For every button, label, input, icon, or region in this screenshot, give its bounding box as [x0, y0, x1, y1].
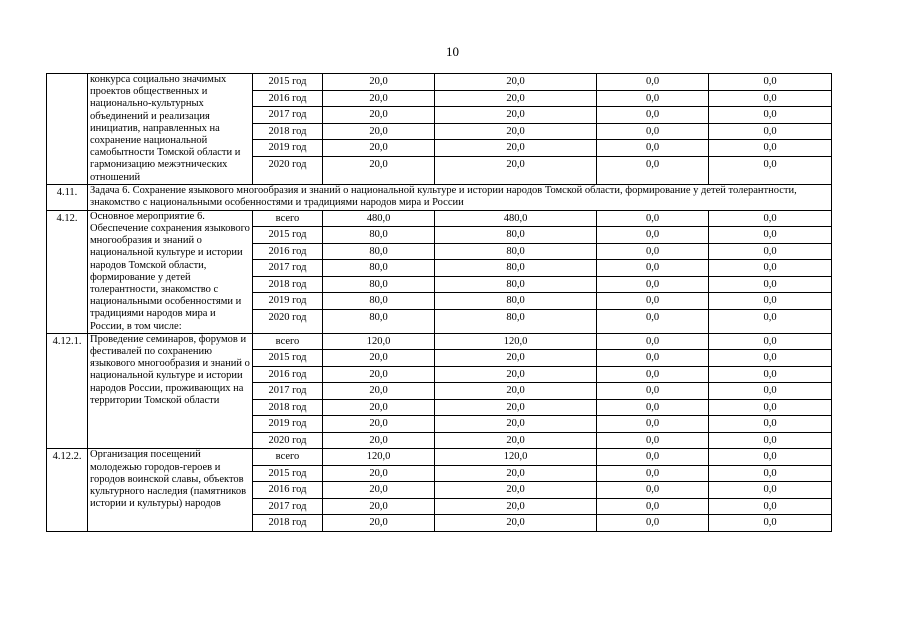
value-cell: 80,0	[323, 227, 435, 244]
year-cell: 2018 год	[253, 399, 323, 416]
year-cell: всего	[253, 210, 323, 227]
value-cell: 0,0	[709, 260, 832, 277]
value-cell: 80,0	[435, 243, 597, 260]
value-cell: 0,0	[709, 74, 832, 91]
year-cell: 2017 год	[253, 498, 323, 515]
activity-name: Основное мероприятие 6. Обеспечение сохранения языкового многообразия и знаний о национальной культуре и истории народов Томской области, формирование у детей толерантности, знакомство с национальными особенностями и традициями народов мира и России, в том числе:	[88, 210, 253, 333]
value-cell: 80,0	[323, 276, 435, 293]
year-cell: 2016 год	[253, 366, 323, 383]
value-cell: 0,0	[709, 276, 832, 293]
value-cell: 0,0	[709, 156, 832, 184]
value-cell: 0,0	[597, 123, 709, 140]
value-cell: 480,0	[435, 210, 597, 227]
value-cell: 120,0	[323, 449, 435, 466]
value-cell: 20,0	[435, 515, 597, 532]
value-cell: 0,0	[597, 309, 709, 333]
value-cell: 20,0	[323, 432, 435, 449]
value-cell: 0,0	[597, 140, 709, 157]
value-cell: 0,0	[597, 156, 709, 184]
year-cell: всего	[253, 333, 323, 350]
value-cell: 120,0	[435, 449, 597, 466]
value-cell: 0,0	[597, 210, 709, 227]
year-cell: 2018 год	[253, 276, 323, 293]
table-row	[47, 210, 832, 227]
value-cell: 80,0	[435, 260, 597, 277]
value-cell: 20,0	[323, 498, 435, 515]
value-cell: 20,0	[323, 416, 435, 433]
value-cell: 20,0	[323, 383, 435, 400]
year-cell: 2016 год	[253, 243, 323, 260]
value-cell: 80,0	[435, 293, 597, 310]
value-cell: 0,0	[709, 90, 832, 107]
value-cell: 20,0	[323, 350, 435, 367]
value-cell: 20,0	[323, 465, 435, 482]
value-cell: 120,0	[323, 333, 435, 350]
value-cell: 20,0	[435, 432, 597, 449]
table-row	[47, 449, 832, 466]
value-cell: 0,0	[597, 350, 709, 367]
row-number: 4.11.	[47, 184, 88, 210]
year-cell: 2018 год	[253, 515, 323, 532]
page-number: 10	[446, 44, 459, 59]
row-number	[47, 74, 88, 185]
value-cell: 0,0	[597, 515, 709, 532]
value-cell: 120,0	[435, 333, 597, 350]
value-cell: 0,0	[597, 276, 709, 293]
year-cell: 2019 год	[253, 140, 323, 157]
value-cell: 20,0	[435, 74, 597, 91]
year-cell: 2016 год	[253, 90, 323, 107]
value-cell: 0,0	[709, 243, 832, 260]
value-cell: 0,0	[709, 293, 832, 310]
value-cell: 0,0	[597, 74, 709, 91]
task-text: Задача 6. Сохранение языкового многообразия и знаний о национальной культуре и истории народов Томской области, формирование у детей толерантности, знакомство с национальными особенностями и традициями народов мира и России	[88, 184, 832, 210]
value-cell: 0,0	[597, 416, 709, 433]
year-cell: 2015 год	[253, 227, 323, 244]
value-cell: 0,0	[597, 482, 709, 499]
value-cell: 0,0	[597, 90, 709, 107]
value-cell: 0,0	[597, 333, 709, 350]
value-cell: 20,0	[323, 156, 435, 184]
value-cell: 80,0	[323, 260, 435, 277]
value-cell: 0,0	[709, 465, 832, 482]
activity-name: конкурса социально значимых проектов общественных и национально-культурных объединений и реализация инициатив, направленных на сохранение национальной самобытности Томской области и гармонизацию межэтнических отношений	[88, 74, 253, 185]
value-cell: 0,0	[597, 432, 709, 449]
value-cell: 0,0	[597, 465, 709, 482]
activity-name: Организация посещений молодежью городов-героев и городов воинской славы, объектов культурного наследия (памятников истории и культуры) народов	[88, 449, 253, 532]
value-cell: 0,0	[709, 309, 832, 333]
value-cell: 0,0	[709, 432, 832, 449]
year-cell: 2015 год	[253, 465, 323, 482]
value-cell: 20,0	[323, 515, 435, 532]
value-cell: 80,0	[435, 309, 597, 333]
year-cell: 2019 год	[253, 293, 323, 310]
year-cell: 2017 год	[253, 260, 323, 277]
year-cell: 2020 год	[253, 309, 323, 333]
value-cell: 0,0	[597, 107, 709, 124]
row-number: 4.12.2.	[47, 449, 88, 532]
value-cell: 20,0	[435, 123, 597, 140]
value-cell: 0,0	[597, 449, 709, 466]
value-cell: 80,0	[323, 293, 435, 310]
value-cell: 0,0	[709, 140, 832, 157]
value-cell: 0,0	[709, 399, 832, 416]
value-cell: 20,0	[435, 156, 597, 184]
year-cell: 2020 год	[253, 432, 323, 449]
value-cell: 20,0	[435, 366, 597, 383]
value-cell: 20,0	[323, 123, 435, 140]
value-cell: 0,0	[709, 107, 832, 124]
year-cell: всего	[253, 449, 323, 466]
value-cell: 20,0	[323, 399, 435, 416]
value-cell: 0,0	[709, 416, 832, 433]
value-cell: 0,0	[709, 366, 832, 383]
budget-table-body	[47, 74, 832, 532]
value-cell: 80,0	[323, 243, 435, 260]
value-cell: 20,0	[435, 399, 597, 416]
value-cell: 0,0	[709, 515, 832, 532]
value-cell: 20,0	[435, 90, 597, 107]
year-cell: 2019 год	[253, 416, 323, 433]
value-cell: 0,0	[709, 227, 832, 244]
year-cell: 2020 год	[253, 156, 323, 184]
year-cell: 2016 год	[253, 482, 323, 499]
value-cell: 80,0	[323, 309, 435, 333]
value-cell: 0,0	[709, 333, 832, 350]
value-cell: 20,0	[435, 465, 597, 482]
row-number: 4.12.	[47, 210, 88, 333]
value-cell: 20,0	[435, 140, 597, 157]
value-cell: 0,0	[597, 383, 709, 400]
activity-name: Проведение семинаров, форумов и фестивалей по сохранению языкового многообразия и знаний о национальной культуре и истории народов России, проживающих на территории Томской области	[88, 333, 253, 449]
value-cell: 480,0	[323, 210, 435, 227]
value-cell: 20,0	[323, 482, 435, 499]
task-row	[47, 184, 832, 210]
value-cell: 20,0	[435, 416, 597, 433]
value-cell: 20,0	[323, 107, 435, 124]
value-cell: 20,0	[323, 140, 435, 157]
value-cell: 0,0	[709, 123, 832, 140]
value-cell: 20,0	[435, 498, 597, 515]
year-cell: 2015 год	[253, 350, 323, 367]
value-cell: 0,0	[709, 498, 832, 515]
value-cell: 20,0	[323, 90, 435, 107]
budget-table	[46, 73, 832, 532]
year-cell: 2017 год	[253, 383, 323, 400]
value-cell: 0,0	[597, 243, 709, 260]
value-cell: 20,0	[435, 350, 597, 367]
value-cell: 0,0	[709, 210, 832, 227]
value-cell: 20,0	[323, 366, 435, 383]
value-cell: 0,0	[597, 227, 709, 244]
year-cell: 2018 год	[253, 123, 323, 140]
row-number: 4.12.1.	[47, 333, 88, 449]
value-cell: 20,0	[323, 74, 435, 91]
table-row	[47, 333, 832, 350]
year-cell: 2017 год	[253, 107, 323, 124]
table-row	[47, 74, 832, 91]
value-cell: 0,0	[597, 399, 709, 416]
value-cell: 20,0	[435, 482, 597, 499]
value-cell: 20,0	[435, 107, 597, 124]
value-cell: 0,0	[709, 449, 832, 466]
year-cell: 2015 год	[253, 74, 323, 91]
value-cell: 0,0	[709, 350, 832, 367]
value-cell: 0,0	[709, 383, 832, 400]
value-cell: 0,0	[597, 498, 709, 515]
value-cell: 0,0	[597, 366, 709, 383]
value-cell: 0,0	[597, 260, 709, 277]
value-cell: 20,0	[435, 383, 597, 400]
value-cell: 0,0	[709, 482, 832, 499]
value-cell: 0,0	[597, 293, 709, 310]
value-cell: 80,0	[435, 276, 597, 293]
value-cell: 80,0	[435, 227, 597, 244]
